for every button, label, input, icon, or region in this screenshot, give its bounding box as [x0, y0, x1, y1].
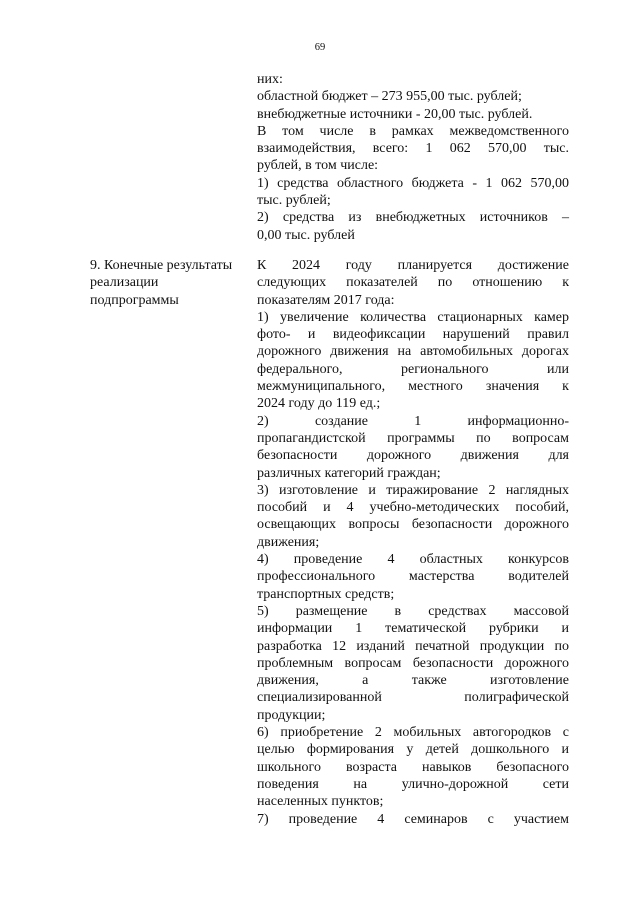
text-line: тыс. рублей;	[257, 193, 331, 209]
text-line: К 2024 году планируется достижение	[257, 258, 569, 273]
text-line: пропагандистской программы по вопросам	[257, 430, 569, 446]
text-line: населенных пунктов;	[257, 794, 384, 810]
text-line: взаимодействия, всего: 1 062 570,00 тыс.	[257, 141, 569, 157]
text-line: 1) средства областного бюджета - 1 062 570,00	[257, 175, 569, 191]
text-line: межмуниципального, местного значения к	[257, 379, 569, 395]
text-line: 6) приобретение 2 мобильных автогородков с	[257, 725, 569, 741]
text-line: целью формирования у детей дошкольного и	[257, 742, 569, 758]
text-line: пособий и 4 учебно-методических пособий,	[257, 500, 569, 516]
text-line: внебюджетные источники - 20,00 тыс. рублей.	[257, 106, 533, 122]
text-line: них:	[257, 72, 283, 87]
text-line: В том числе в рамках межведомственного	[257, 123, 569, 139]
text-line: 0,00 тыс. рублей	[257, 227, 355, 243]
text-line: информации 1 тематической рубрики и	[257, 621, 569, 637]
text-line: разработка 12 изданий печатной продукции по	[257, 638, 569, 654]
final-results-text	[257, 257, 569, 828]
funding-continuation-text	[257, 71, 569, 244]
text-line: 1) увеличение количества стационарных камер	[257, 309, 569, 325]
text-line: проблемным вопросам безопасности дорожного	[257, 655, 569, 671]
text-line: освещающих вопросы безопасности дорожного	[257, 517, 569, 533]
text-line: школьного возраста навыков безопасного	[257, 759, 569, 775]
text-line: дорожного движения на автомобильных дорогах	[257, 344, 569, 360]
label-line: подпрограммы	[90, 292, 179, 308]
text-line: 2) средства из внебюджетных источников –	[257, 210, 569, 226]
text-line: продукции;	[257, 707, 326, 723]
text-line: рублей, в том числе:	[257, 158, 379, 174]
label-line: 9. Конечные результаты	[90, 258, 233, 273]
text-line: показателям 2017 года:	[257, 292, 395, 308]
text-line: 7) проведение 4 семинаров с участием	[257, 811, 569, 827]
text-line: 2) создание 1 информационно-	[257, 413, 569, 429]
label-line: реализации	[90, 275, 159, 291]
text-line: профессионального мастерства водителей	[257, 569, 569, 585]
text-line: специализированной полиграфической	[257, 690, 569, 706]
text-line: транспортных средств;	[257, 586, 395, 602]
text-line: поведения на улично-дорожной сети	[257, 776, 569, 792]
text-line: следующих показателей по отношению к	[257, 275, 569, 291]
text-line: 4) проведение 4 областных конкурсов	[257, 552, 569, 568]
text-line: движения, а также изготовление	[257, 673, 569, 689]
text-line: движения;	[257, 534, 320, 550]
page-number: 69	[314, 42, 326, 53]
text-line: федерального, регионального или	[257, 361, 569, 377]
text-line: 5) размещение в средствах массовой	[257, 603, 569, 619]
text-line: областной бюджет – 273 955,00 тыс. рублей;	[257, 89, 522, 105]
text-line: 2024 году до 119 ед.;	[257, 396, 381, 412]
text-line: безопасности дорожного движения для	[257, 448, 569, 464]
text-line: различных категорий граждан;	[257, 465, 441, 481]
text-line: фото- и видеофиксации нарушений правил	[257, 327, 569, 343]
section-label-final-results	[90, 257, 250, 309]
text-line: 3) изготовление и тиражирование 2 наглядных	[257, 482, 569, 498]
